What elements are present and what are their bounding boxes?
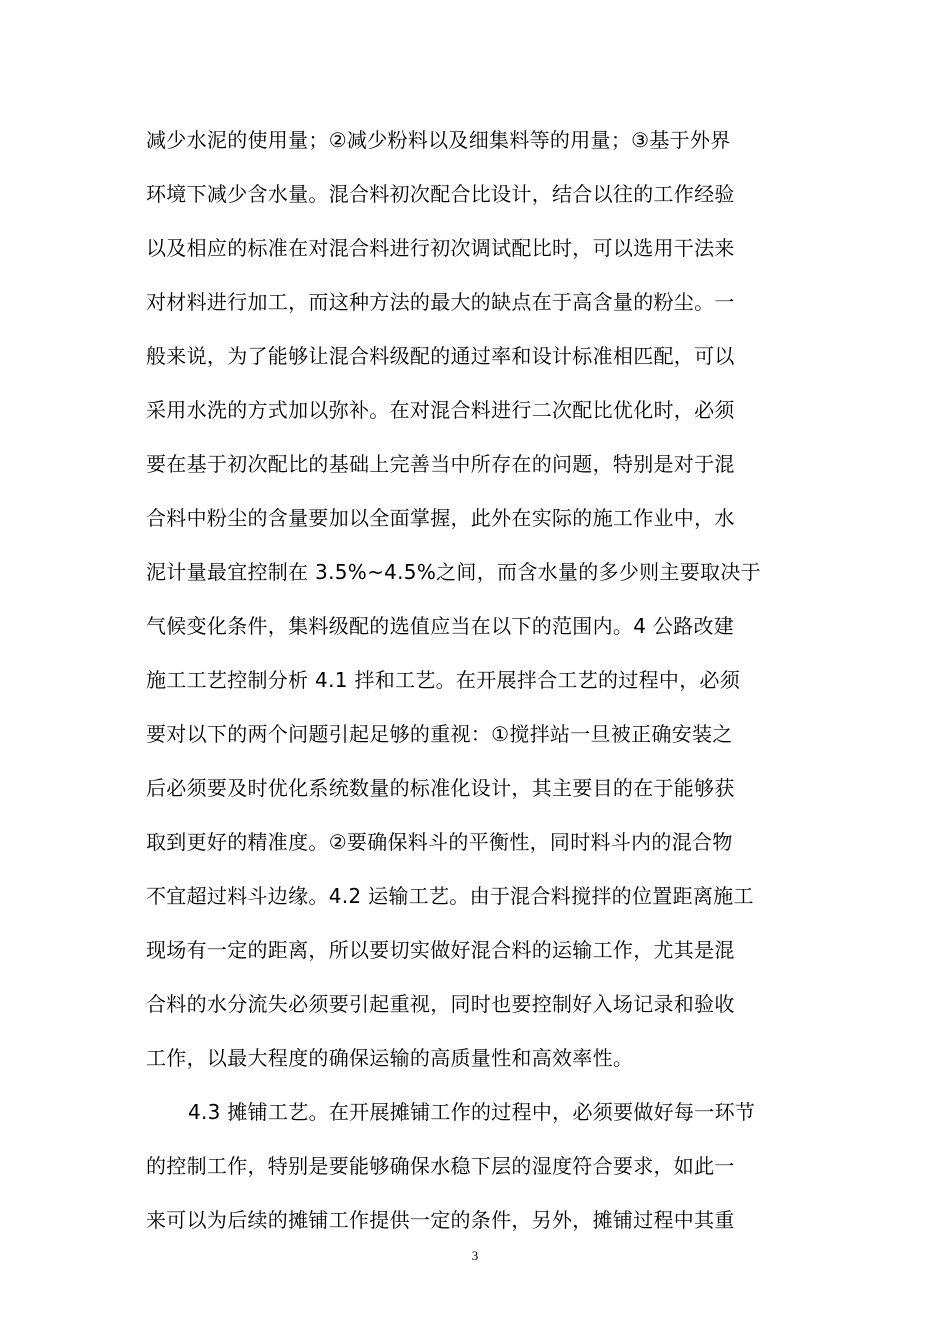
page-number: 3 — [471, 1248, 479, 1263]
text-line: 的控制工作，特别是要能够确保水稳下层的湿度符合要求，如此一 — [146, 1154, 735, 1178]
text-line: 采用水洗的方式加以弥补。在对混合料进行二次配比优化时，必须 — [146, 398, 735, 422]
text-line: 以及相应的标准在对混合料进行初次调试配比时，可以选用干法来 — [146, 236, 735, 260]
text-line: 般来说，为了能够让混合料级配的通过率和设计标准相匹配，可以 — [146, 344, 735, 368]
text-line: 泥计量最宜控制在 3.5%~4.5%之间，而含水量的多少则主要取决于 — [146, 560, 761, 584]
text-line: 合料的水分流失必须要引起重视，同时也要控制好入场记录和验收 — [146, 992, 735, 1016]
text-line: 要对以下的两个问题引起足够的重视：①搅拌站一旦被正确安装之 — [146, 722, 733, 746]
text-line: 合料中粉尘的含量要加以全面掌握，此外在实际的施工作业中，水 — [146, 506, 735, 530]
text-line: 要在基于初次配比的基础上完善当中所存在的问题，特别是对于混 — [146, 452, 735, 476]
text-line: 环境下减少含水量。混合料初次配合比设计，结合以往的工作经验 — [146, 182, 735, 206]
text-line: 对材料进行加工，而这种方法的最大的缺点在于高含量的粉尘。一 — [146, 290, 735, 314]
text-line: 取到更好的精准度。②要确保料斗的平衡性，同时料斗内的混合物 — [146, 830, 733, 854]
text-line: 后必须要及时优化系统数量的标准化设计，其主要目的在于能够获 — [146, 776, 735, 800]
text-line: 气候变化条件，集料级配的选值应当在以下的范围内。4 公路改建 — [146, 614, 735, 638]
text-line: 施工工艺控制分析 4.1 拌和工艺。在开展拌合工艺的过程中，必须 — [146, 668, 741, 692]
text-line: 减少水泥的使用量；②减少粉料以及细集料等的用量；③基于外界 — [146, 128, 731, 152]
text-line: 工作，以最大程度的确保运输的高质量性和高效率性。 — [146, 1046, 634, 1070]
text-line: 不宜超过料斗边缘。4.2 运输工艺。由于混合料搅拌的位置距离施工 — [146, 884, 754, 908]
paragraph-first-line: 4.3 摊铺工艺。在开展摊铺工作的过程中，必须要做好每一环节 — [188, 1100, 756, 1124]
text-line: 现场有一定的距离，所以要切实做好混合料的运输工作，尤其是混 — [146, 938, 735, 962]
body-text — [146, 118, 810, 1252]
text-line: 来可以为后续的摊铺工作提供一定的条件，另外，摊铺过程中其重 — [146, 1208, 735, 1232]
